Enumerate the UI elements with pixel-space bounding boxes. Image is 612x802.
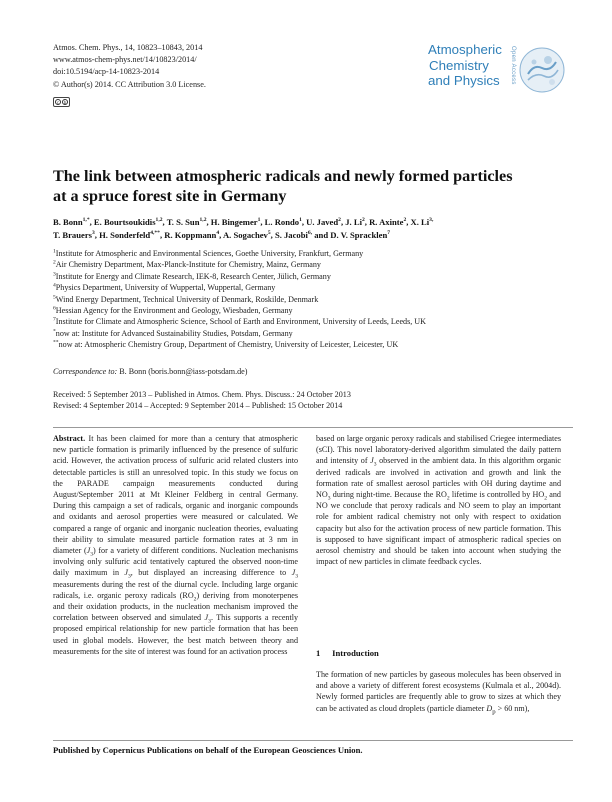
- section-number: 1: [316, 648, 321, 658]
- affiliation-item: $^1$Institute for Atmospheric and Environmental Sciences, Goethe University, Frankfurt, Germany: [53, 248, 364, 258]
- author-line-2: T. Brauers$^3$, H. Sonderfeld$^{4,**}$, R. Koppmann$^4$, A. Sogachev$^5$, S. Jacobi$^{6,}$ and D. V. Spracklen$^7$: [53, 230, 391, 240]
- abstract-column-right: [316, 433, 561, 567]
- introduction-paragraph: The formation of new particles by gaseous molecules has been observed in and above a variety of different forest ecosystems (Kulmala et al., 2004d). Newly formed particles are frequently able to grow to sizes at which they can be activated as cloud droplets (particle diameter $D_p > 60$ nm),: [316, 670, 561, 716]
- section-heading-introduction: [316, 648, 379, 658]
- footer-divider: [53, 740, 573, 741]
- publication-dates: [53, 389, 351, 412]
- journal-name-line2: Chemistry: [429, 57, 489, 73]
- journal-logo: [428, 42, 568, 102]
- affiliation-item: $^7$Institute for Climate and Atmospheric Science, School of Earth and Environment, University of Leeds, Leeds, UK: [53, 316, 426, 327]
- revised-line: Revised: 4 September 2014 – Accepted: 9 September 2014 – Published: 15 October 2014: [53, 401, 343, 411]
- journal-reference: Atmos. Chem. Phys., 14, 10823–10843, 2014: [53, 43, 203, 52]
- received-line: Received: 5 September 2013 – Published in Atmos. Chem. Phys. Discuss.: 24 October 2013: [53, 390, 351, 399]
- paper-title: [53, 166, 573, 206]
- copyright-notice: © Author(s) 2014. CC Attribution 3.0 License.: [53, 79, 206, 89]
- journal-name-line3: and Physics: [428, 73, 500, 88]
- affiliation-item: $^3$Institute for Energy and Climate Research, IEK-8, Research Center, Jülich, Germany: [53, 271, 331, 281]
- correspondence: [53, 367, 247, 376]
- journal-name-line1: Atmospheric: [428, 42, 502, 57]
- introduction-text: [316, 669, 561, 717]
- title-line-2: at a spruce forest site in Germany: [53, 187, 287, 205]
- section-title: Introduction: [332, 648, 379, 658]
- publisher-footer: Published by Copernicus Publications on behalf of the European Geosciences Union.: [53, 745, 363, 755]
- affiliation-item: $^6$Hessian Agency for the Environment and Geology, Wiesbaden, Germany: [53, 305, 293, 316]
- journal-emblem-icon: [518, 46, 566, 94]
- affiliation-item: $^5$Wind Energy Department, Technical University of Denmark, Roskilde, Denmark: [53, 293, 319, 304]
- affiliation-list: [53, 248, 573, 351]
- abstract-column-left: [53, 433, 298, 657]
- title-line-1: The link between atmospheric radicals and newly formed particles: [53, 167, 513, 185]
- article-url[interactable]: www.atmos-chem-phys.net/14/10823/2014/: [53, 55, 197, 65]
- abstract-label: Abstract.: [53, 434, 86, 443]
- correspondence-contact[interactable]: B. Bonn (boris.bonn@iass-potsdam.de): [119, 367, 248, 376]
- affiliation-item: **now at: Atmospheric Chemistry Group, Department of Chemistry, University of Leicester, Leicester, UK: [53, 339, 399, 350]
- cc-license-icon: c b: [53, 97, 70, 107]
- affiliation-item: $^2$Air Chemistry Department, Max-Planck-Institute for Chemistry, Mainz, Germany: [53, 259, 321, 270]
- author-list: [53, 216, 573, 242]
- affiliation-item: *now at: Institute for Advanced Sustainability Studies, Potsdam, Germany: [53, 328, 293, 338]
- abstract-paragraph: [53, 433, 298, 657]
- article-metadata: [53, 42, 373, 91]
- abstract-text-continued: based on large organic peroxy radicals and stabilised Criegee intermediates (sCI). This novel laboratory-derived algorithm simulated the daily pattern and intensity of $J_3$ observed in the ambient data. In this algorithm organic derived radicals are involved in activation and growth and link the formation rate of smallest aerosol particles with OH during daytime and $NO_3$ during night-time. Because the $RO_2$ lifetime is controlled by $HO_2$ and NO we conclude that peroxy radicals and NO seem to play an important role for ambient radical chemistry not only with respect to oxidation capacity but also for the activation process of new particle formation. This is supposed to have significant impact of atmospheric radical species on aerosol chemistry and should be taken into account when studying the impact of new particles in climate feedback cycles.: [316, 434, 561, 567]
- abstract-text: It has been claimed for more than a century that atmospheric new particle formation is primarily influenced by the presence of sulfuric acid. However, the activation process of sulfuric acid related clusters into detectable particles is still an unresolved topic. In this study we focus on the PARADE campaign measurements conducted during August/September 2011 at Mt Kleiner Feldberg in central Germany. During this campaign a set of radicals, organic and inorganic compounds and oxidants and aerosol properties were measured or calculated. We compared a range of organic and inorganic nucleation theories, evaluating their ability to simulate measured particle formation rates at 3 nm in diameter $(J_3)$ for a variety of different conditions. Nucleation mechanisms involving only sulfuric acid tentatively captured the observed noon-time daily maximum in $J_3$, but displayed an increasing difference to $J_3$ measurements during the rest of the diurnal cycle. Including large organic radicals, i.e. organic peroxy radicals $(RO_2)$ deriving from monoterpenes and their oxidation products, in the nucleation mechanism improved the correlation between observed and simulated $J_3$. This supports a recently proposed empirical relationship for new particle formation that has been used in global models. However, the best match between theory and measurements for the site of interest was found for an activation process: [53, 434, 299, 656]
- correspondence-label: Correspondence to:: [53, 367, 118, 376]
- author-line-1: B. Bonn$^{1,*}$, E. Bourtsoukidis$^{1,2}$, T. S. Sun$^{1,2}$, H. Bingemer$^1$, L. Rondo$^1$, U. Javed$^2$, J. Li$^2$, R. Axinte$^2$, X. $Li^{3,}$: [53, 217, 434, 227]
- affiliation-item: $^4$Physics Department, University of Wuppertal, Wuppertal, Germany: [53, 282, 276, 293]
- article-doi[interactable]: doi:10.5194/acp-14-10823-2014: [53, 67, 160, 77]
- open-access-label: Open Access: [510, 46, 516, 85]
- header-divider: [53, 427, 573, 428]
